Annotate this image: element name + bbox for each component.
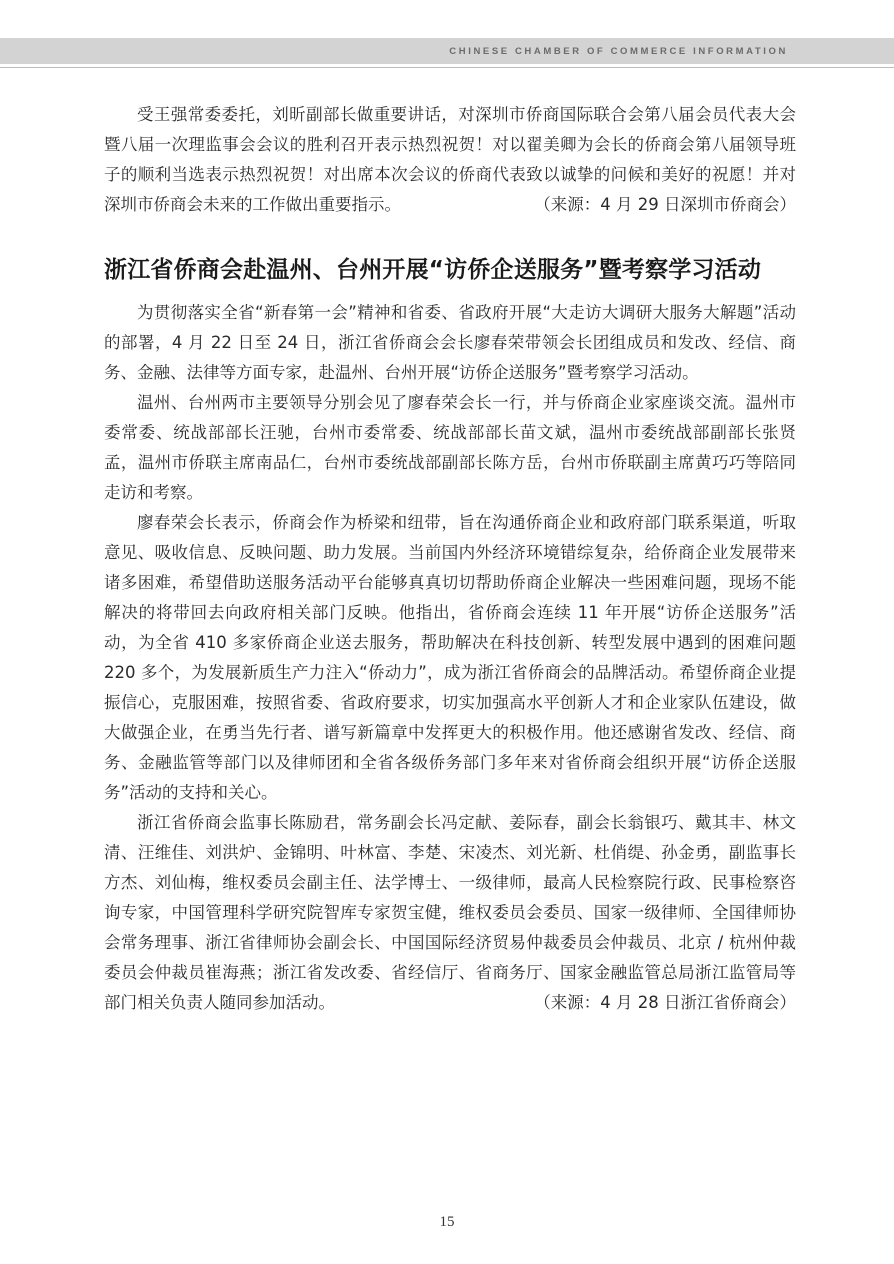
article2-paragraph-4-text: 浙江省侨商会监事长陈励君，常务副会长冯定献、姜际春，副会长翁银巧、戴其丰、林文清、汪维佳、刘洪炉、金锦明、叶林富、李楚、宋凌杰、刘光新、杜俏缇、孙金勇，副监事长方杰、刘仙梅，维权委员会副主任、法学博士、一级律师，最高人民检察院行政、民事检察咨询专家，中国管理科学研究院智库专家贺宝健，维权委员会委员、国家一级律师、全国律师协会常务理事、浙江省律师协会副会长、中国国际经济贸易仲裁委员会仲裁员、北京 / 杭州仲裁委员会仲裁员崔海燕；浙江省发改委、省经信厅、省商务厅、国家金融监管总局浙江监管局等部门相关负责人随同参加活动。 [104, 813, 796, 1012]
article2-paragraph-1: 为贯彻落实全省“新春第一会”精神和省委、省政府开展“大走访大调研大服务大解题”活动的部署，4 月 22 日至 24 日，浙江省侨商会会长廖春荣带领会长团组成员和发改、经信、商务、金融、法律等方面专家，赴温州、台州开展“访侨企送服务”暨考察学习活动。 [104, 303, 796, 382]
article1-paragraph [104, 100, 796, 220]
publication-header: CHINESE CHAMBER OF COMMERCE INFORMATION [449, 46, 788, 57]
page-number: 15 [439, 1214, 455, 1230]
article1-paragraph-text: 受王强常委委托，刘昕副部长做重要讲话，对深圳市侨商国际联合会第八届会员代表大会暨八届一次理监事会会议的胜利召开表示热烈祝贺！对以翟美卿为会长的侨商会第八届领导班子的顺利当选表示热烈祝贺！对出席本次会议的侨商代表致以诚挚的问候和美好的祝愿！并对深圳市侨商会未来的工作做出重要指示。 [104, 105, 796, 214]
article2-paragraph-2: 温州、台州两市主要领导分别会见了廖春荣会长一行，并与侨商企业家座谈交流。温州市委常委、统战部部长汪驰，台州市委常委、统战部部长苗文斌，温州市委统战部副部长张贤孟，温州市侨联主席南品仁，台州市委统战部副部长陈方岳，台州市侨联副主席黄巧巧等陪同走访和考察。 [104, 393, 796, 502]
page-content [104, 100, 796, 1018]
header-divider [0, 67, 894, 68]
article2-title: 浙江省侨商会赴温州、台州开展“访侨企送服务”暨考察学习活动 [104, 257, 762, 283]
article2-paragraph-4 [104, 808, 796, 1018]
article1-source: （来源：4 月 29 日深圳市侨商会） [534, 195, 796, 214]
article2-source: （来源：4 月 28 日浙江省侨商会） [534, 993, 796, 1012]
article2-paragraph-3: 廖春荣会长表示，侨商会作为桥梁和纽带，旨在沟通侨商企业和政府部门联系渠道，听取意见、吸收信息、反映问题、助力发展。当前国内外经济环境错综复杂，给侨商企业发展带来诸多困难，希望借助送服务活动平台能够真真切切帮助侨商企业解决一些困难问题，现场不能解决的将带回去向政府相关部门反映。他指出，省侨商会连续 11 年开展“访侨企送服务”活动，为全省 410 多家侨商企业送去服务，帮助解决在科技创新、转型发展中遇到的困难问题 220 多个，为发展新质生产力注入“侨动力”，成为浙江省侨商会的品牌活动。希望侨商企业提振信心，克服困难，按照省委、省政府要求，切实加强高水平创新人才和企业家队伍建设，做大做强企业，在勇当先行者、谱写新篇章中发挥更大的积极作用。他还感谢省发改、经信、商务、金融监管等部门以及律师团和全省各级侨务部门多年来对省侨商会组织开展“访侨企送服务”活动的支持和关心。 [104, 513, 796, 802]
